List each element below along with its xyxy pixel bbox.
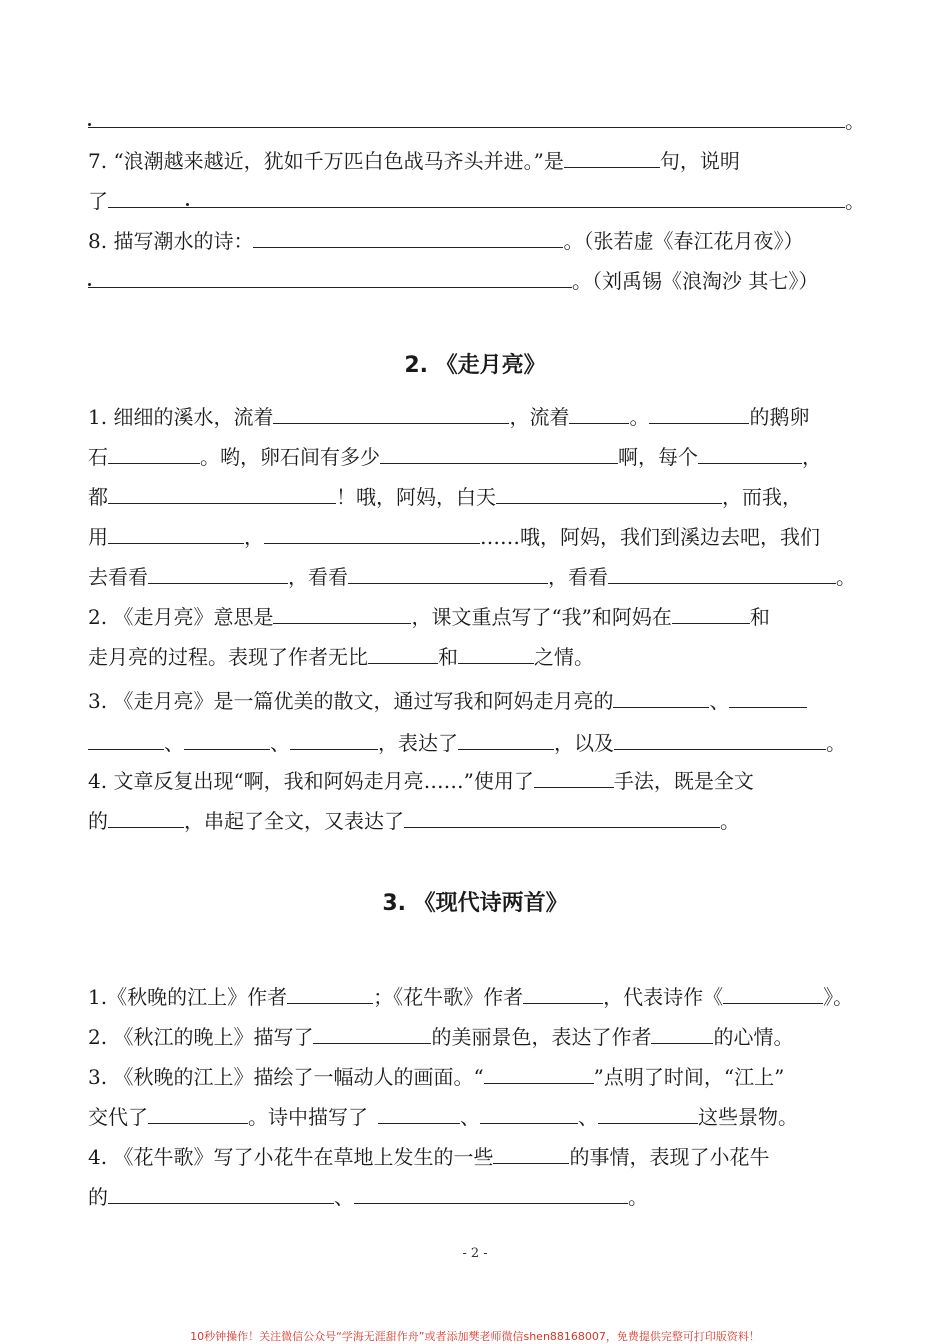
- s2-q1-line5: 去看看 ，看看 ，看看 。: [88, 562, 856, 588]
- blank[interactable]: [148, 1102, 248, 1124]
- s2-q1-line2: 石 。哟，卵石间有多少 啊，每个 ，: [88, 442, 822, 468]
- blank[interactable]: [313, 1022, 431, 1044]
- s3-q3-line2: 交代了 。诗中描写了 、 、 这些景物。: [88, 1102, 798, 1128]
- s2-q3-line1: 3. 《走月亮》是一篇优美的散文，通过写我和阿妈走月亮的 、: [88, 686, 807, 712]
- blank[interactable]: [273, 402, 509, 424]
- blank[interactable]: [496, 482, 722, 504]
- blank[interactable]: [698, 442, 802, 464]
- blank[interactable]: [613, 686, 709, 708]
- blank[interactable]: [264, 522, 480, 544]
- blank[interactable]: [108, 522, 244, 544]
- blank[interactable]: [614, 728, 826, 750]
- section1-line0: 。: [88, 106, 865, 132]
- blank[interactable]: [108, 806, 184, 828]
- blank[interactable]: [368, 642, 438, 664]
- blank[interactable]: [88, 728, 164, 750]
- blank[interactable]: [493, 1142, 569, 1164]
- s3-q2: 2. 《秋江的晚上》描写了 的美丽景色，表达了作者 的心情。: [88, 1022, 793, 1048]
- blank[interactable]: [564, 146, 660, 168]
- blank[interactable]: [108, 482, 336, 504]
- q8-line1: 8. 描写潮水的诗： 。（张若虚《春江花月夜》）: [88, 226, 803, 252]
- blank[interactable]: [649, 402, 749, 424]
- blank[interactable]: [184, 728, 270, 750]
- s3-q3-line1: 3. 《秋晚的江上》描绘了一幅动人的画面。“ ”点明了时间，“江上”: [88, 1062, 784, 1088]
- s2-q1-line4: 用 ， ……哦，阿妈，我们到溪边去吧，我们: [88, 522, 820, 548]
- blank[interactable]: [480, 1102, 578, 1124]
- s2-q1-line1: 1. 细细的溪水，流着 ，流着 。 的鹅卵: [88, 402, 809, 428]
- blank[interactable]: [651, 1022, 713, 1044]
- blank[interactable]: [672, 602, 750, 624]
- blank[interactable]: [534, 766, 614, 788]
- blank[interactable]: [354, 1182, 628, 1204]
- s2-q2-line1: 2. 《走月亮》意思是 ，课文重点写了“我”和阿妈在 和: [88, 602, 770, 628]
- blank[interactable]: [598, 1102, 698, 1124]
- blank[interactable]: [148, 562, 288, 584]
- blank[interactable]: [348, 562, 548, 584]
- s3-q4-line2: 的 、 。: [88, 1182, 648, 1208]
- page-number: - 2 -: [462, 1246, 488, 1261]
- s2-q4-line2: 的 ，串起了全文，又表达了 。: [88, 806, 740, 832]
- s2-q1-line3: 都 ！哦，阿妈，白天 ，而我，: [88, 482, 802, 508]
- q7-line1: 7. “浪潮越来越近，犹如千万匹白色战马齐头并进。”是 句，说明: [88, 146, 740, 172]
- footer-note: 10秒钟操作！关注微信公众号“学海无涯甜作舟”或者添加樊老师微信shen88168007，免费提供完整可打印版资料！: [190, 1330, 760, 1343]
- q7-line2: 了 。: [88, 186, 865, 212]
- blank[interactable]: [404, 806, 720, 828]
- s2-q4-line1: 4. 文章反复出现“啊，我和阿妈走月亮……”使用了 手法，既是全文: [88, 766, 754, 792]
- blank[interactable]: [273, 602, 411, 624]
- blank[interactable]: [523, 982, 603, 1004]
- section2-title: 2. 《走月亮》: [404, 353, 546, 378]
- blank[interactable]: [88, 106, 845, 128]
- section3-title: 3. 《现代诗两首》: [382, 891, 568, 916]
- blank[interactable]: [608, 562, 836, 584]
- blank[interactable]: [458, 642, 534, 664]
- blank[interactable]: [88, 266, 572, 288]
- s2-q2-line2: 走月亮的过程。表现了作者无比 和 之情。: [88, 642, 594, 668]
- blank[interactable]: [108, 442, 200, 464]
- s3-q4-line1: 4. 《花牛歌》写了小花牛在草地上发生的一些 的事情，表现了小花牛: [88, 1142, 769, 1168]
- q8-line2: 。（刘禹锡《浪淘沙 其七》）: [88, 266, 818, 292]
- blank[interactable]: [378, 1102, 460, 1124]
- s2-q3-line2: 、 、 ，表达了 ，以及 。: [88, 728, 846, 754]
- s3-q1: 1.《秋晚的江上》作者 ；《花牛歌》作者 ，代表诗作《 》。: [88, 982, 853, 1008]
- blank[interactable]: [287, 982, 373, 1004]
- blank[interactable]: [380, 442, 618, 464]
- blank[interactable]: [723, 982, 823, 1004]
- blank[interactable]: [108, 186, 845, 208]
- blank[interactable]: [569, 402, 629, 424]
- blank[interactable]: [253, 226, 563, 248]
- blank[interactable]: [290, 728, 378, 750]
- blank[interactable]: [484, 1062, 594, 1084]
- blank[interactable]: [108, 1182, 334, 1204]
- blank[interactable]: [729, 686, 807, 708]
- blank[interactable]: [458, 728, 554, 750]
